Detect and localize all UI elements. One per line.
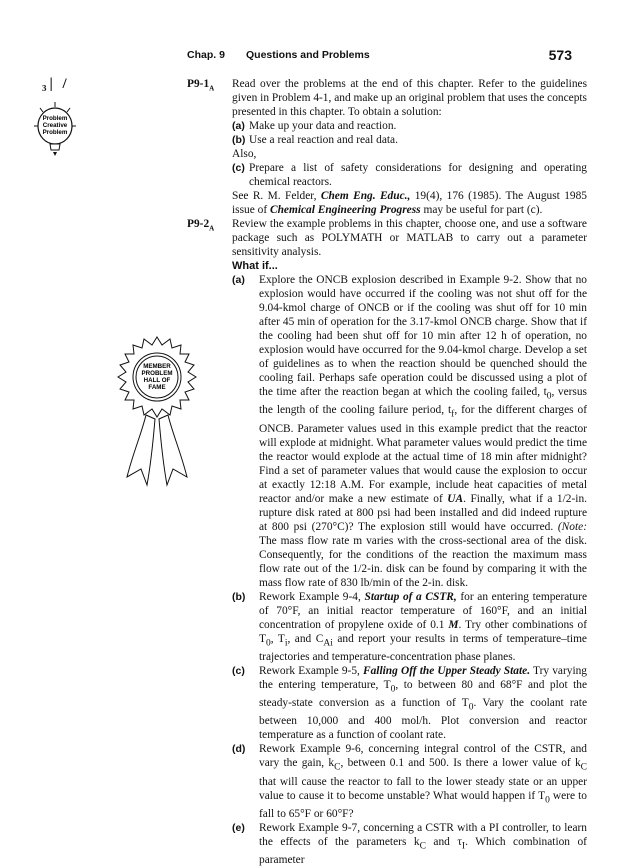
problem-part-c: (c) Prepare a list of safety considerations for designing and operating chemical reactors. [232, 162, 587, 188]
section-title: Questions and Problems [246, 49, 370, 61]
badge2-line4: FAME [148, 384, 166, 391]
page-number: 573 [548, 47, 572, 63]
reference-text: See R. M. Felder, Chem Eng. Educ., 19(4), 176 (1985). The August 1985 issue of Chemical Engineering Progress may be useful for part (c). [232, 190, 587, 216]
problem-part-b: (b) Use a real reaction and real data. [232, 134, 398, 146]
badge1-line3: Problem [42, 129, 68, 136]
hall-of-fame-ribbon-icon [113, 335, 201, 495]
problem-part-d: (d) Rework Example 9-6, concerning integral control of the CSTR, and vary the gain, $k_C$, between 0.1 and 500. Is there a lower value of $k_C$ that will cause the reactor to fall to the lower steady state or an upper value to cause it to become unstable? What would happen if $T_0$ were to fall to 65°F or 60°F? [232, 743, 587, 820]
problem-part-c: (c) Rework Example 9-5, Falling Off the Upper Steady State. Try varying the entering temperature, $T_0$, to between 80 and 68°F and plot the steady-state conversion as a function of $T_0$. Vary the coolant rate between 10,000 and 400 mol/h. Plot conversion and reactor temperature as a function of coolant rate. [232, 664, 587, 742]
badge2-line2: PROBLEM [141, 370, 173, 377]
chapter-label: Chap. 9 [187, 49, 225, 61]
badge2-line3: HALL OF [143, 377, 171, 384]
creative-problem-badge-icon [30, 100, 80, 162]
problem-part-e: (e) Rework Example 9-7, concerning a CSTR with a PI controller, to learn the effects of the parameters $k_C$ and $\tau_I$. Which combination of parameter [232, 821, 587, 867]
problem-body [232, 77, 587, 217]
problem-part-a: (a) Explore the ONCB explosion described in Example 9-2. Show that no explosion would have occurred if the cooling was not shut off for the 9.04-kmol charge of ONCB or if the cooling was shut off for 10 min after 45 min of operation for the 3.17-kmol ONCB charge. Show that if the cooling had been shut off for 10 min after 12 h of operation, no explosion would have occurred for the 9.04-kmol charge. Develop a set of guidelines as to when the reaction should be quenched should the cooling fail. Perhaps safe operation could be discussed using a plot of the time after the reaction began at which the cooling failed, $t_0$, versus the length of the cooling failure period, $t_f$, for the different charges of ONCB. Parameter values used in this example predict that the reactor will explode at midnight. What parameter values would predict the time the reactor would explode at the actual time of 18 min after midnight? Find a set of parameter values that would cause the explosion to occur at exactly 12:18 A.M. For example, include heat capacities of metal reactor and/or make a new estimate of UA. Finally, what if a 1/2-in. rupture disk rated at 800 psi had been installed and did indeed rupture at 800 psi (270°C)? The explosion still would have occurred. (Note: The mass flow rate m varies with the cross-sectional area of the disk. Consequently, for the conditions of the reaction the maximum mass flow rate out of the 1/2-in. disk can be found by comparing it with the mass flow rate of 830 lb/min of the 2-in. disk. [232, 274, 587, 589]
also-text: Also, [232, 148, 257, 160]
problem-intro: Read over the problems at the end of this chapter. Refer to the guidelines given in Problem 4-1, and make up an original problem that uses the concepts presented in this chapter. To obtain a solution: [232, 78, 587, 118]
problem-intro: Review the example problems in this chapter, choose one, and use a software package such as POLYMATH or MATLAB to carry out a parameter sensitivity analysis. [232, 218, 587, 258]
problem-part-a: (a) Make up your data and reaction. [232, 120, 397, 132]
badge2-line1: MEMBER [143, 363, 171, 370]
margin-mark: ₃| / [42, 76, 70, 92]
badge1-line1: Problem [42, 115, 68, 122]
problem-body [232, 217, 587, 867]
running-header [187, 48, 572, 66]
problem-number: $P9-2_A$ [187, 218, 215, 233]
badge1-line2: Creative [42, 122, 68, 129]
what-if-heading: What if... [232, 260, 278, 272]
problem-number: $P9-1_A$ [187, 78, 215, 93]
problem-part-b: (b) Rework Example 9-4, Startup of a CSTR, for an entering temperature of 70°F, an initial reactor temperature of 160°F, and an initial concentration of propylene oxide of 0.1 M. Try other combinations of $T_0$, $T_i$, and $C_{Ai}$ and report your results in terms of temperature–time trajectories and temperature-concentration phase planes. [232, 590, 588, 663]
